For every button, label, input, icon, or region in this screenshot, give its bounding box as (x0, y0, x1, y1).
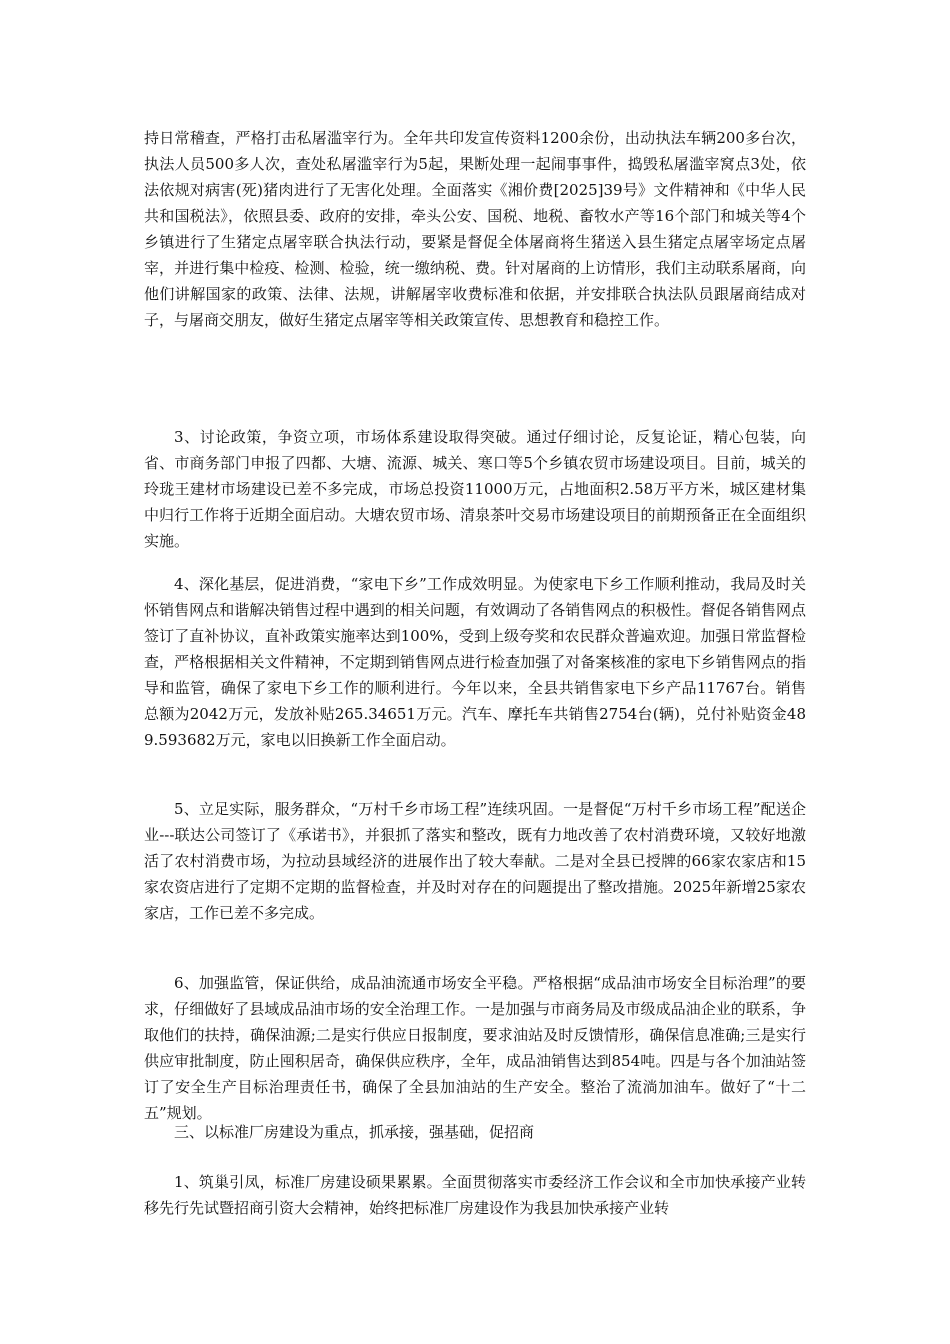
paragraph-appliances-to-countryside: 4、深化基层，促进消费，“家电下乡”工作成效明显。为使家电下乡工作顺利推动，我局及时关怀销售网点和谐解决销售过程中遇到的相关问题，有效调动了各销售网点的积极性。督促各销售网点签订了直补协议，直补政策实施率达到100%，受到上级夸奖和农民群众普遍欢迎。加强日常监督检查，严格根据相关文件精神，不定期到销售网点进行检查加强了对备案核准的家电下乡销售网点的指导和监管，确保了家电下乡工作的顺利进行。今年以来，全县共销售家电下乡产品11767台。销售总额为2042万元，发放补贴265.34651万元。汽车、摩托车共销售2754台(辆)，兑付补贴资金489.593682万元，家电以旧换新工作全面启动。 (144, 575, 806, 749)
paragraph-market-system-construction: 3、讨论政策，争资立项，市场体系建设取得突破。通过仔细讨论，反复论证，精心包装，向省、市商务部门申报了四都、大塘、流源、城关、寒口等5个乡镇农贸市场建设项目。目前，城关的玲珑王建材市场建设已差不多完成，市场总投资11000万元，占地面积2.58万平方米，城区建材集中归行工作将于近期全面启动。大塘农贸市场、清泉茶叶交易市场建设项目的前期预备正在全面组织实施。 (144, 428, 806, 550)
paragraph-continued-slaughter-enforcement: 持日常稽查，严格打击私屠滥宰行为。全年共印发宣传资料1200余份，出动执法车辆200多台次，执法人员500多人次，查处私屠滥宰行为5起，果断处理一起闹事事件，捣毁私屠滥宰窝点3处，依法依规对病害(死)猪肉进行了无害化处理。全面落实《湘价费[2025]39号》文件精神和《中华人民共和国税法》，依照县委、政府的安排，牵头公安、国税、地税、畜牧水产等16个部门和城关等4个乡镇进行了生猪定点屠宰联合执法行动，要紧是督促全体屠商将生猪送入县生猪定点屠宰场定点屠宰，并进行集中检疫、检测、检验，统一缴纳税、费。针对屠商的上访情形，我们主动联系屠商，向他们讲解国家的政策、法律、法规，讲解屠宰收费标准和依据，并安排联合执法队员跟屠商结成对子，与屠商交朋友，做好生猪定点屠宰等相关政策宣传、思想教育和稳控工作。 (144, 129, 806, 329)
paragraph-village-market-project: 5、立足实际，服务群众，“万村千乡市场工程”连续巩固。一是督促“万村千乡市场工程”配送企业---联达公司签订了《承诺书》，并狠抓了落实和整改，既有力地改善了农村消费环境，又较好地激活了农村消费市场，为拉动县域经济的进展作出了较大奉献。二是对全县已授牌的66家农家店和15家农资店进行了定期不定期的监督检查，并及时对存在的问题提出了整改措施。2025年新增25家农家店，工作已差不多完成。 (144, 800, 806, 922)
paragraph-standard-factory-construction: 1、筑巢引凤，标准厂房建设硕果累累。全面贯彻落实市委经济工作会议和全市加快承接产业转移先行先试暨招商引资大会精神，始终把标准厂房建设作为我县加快承接产业转 (144, 1173, 806, 1217)
section-heading-standard-factory: 三、以标准厂房建设为重点，抓承接，强基础，促招商 (174, 1123, 535, 1141)
paragraph-refined-oil-supervision: 6、加强监管，保证供给，成品油流通市场安全平稳。严格根据“成品油市场安全目标治理”的要求，仔细做好了县域成品油市场的安全治理工作。一是加强与市商务局及市级成品油企业的联系，争取他们的扶持，确保油源;二是实行供应日报制度，要求油站及时反馈情形，确保信息准确;三是实行供应审批制度，防止囤积居奇，确保供应秩序，全年，成品油销售达到854吨。四是与各个加油站签订了安全生产目标治理责任书，确保了全县加油站的生产安全。整治了流淌加油车。做好了“十二五”规划。 (144, 974, 806, 1122)
